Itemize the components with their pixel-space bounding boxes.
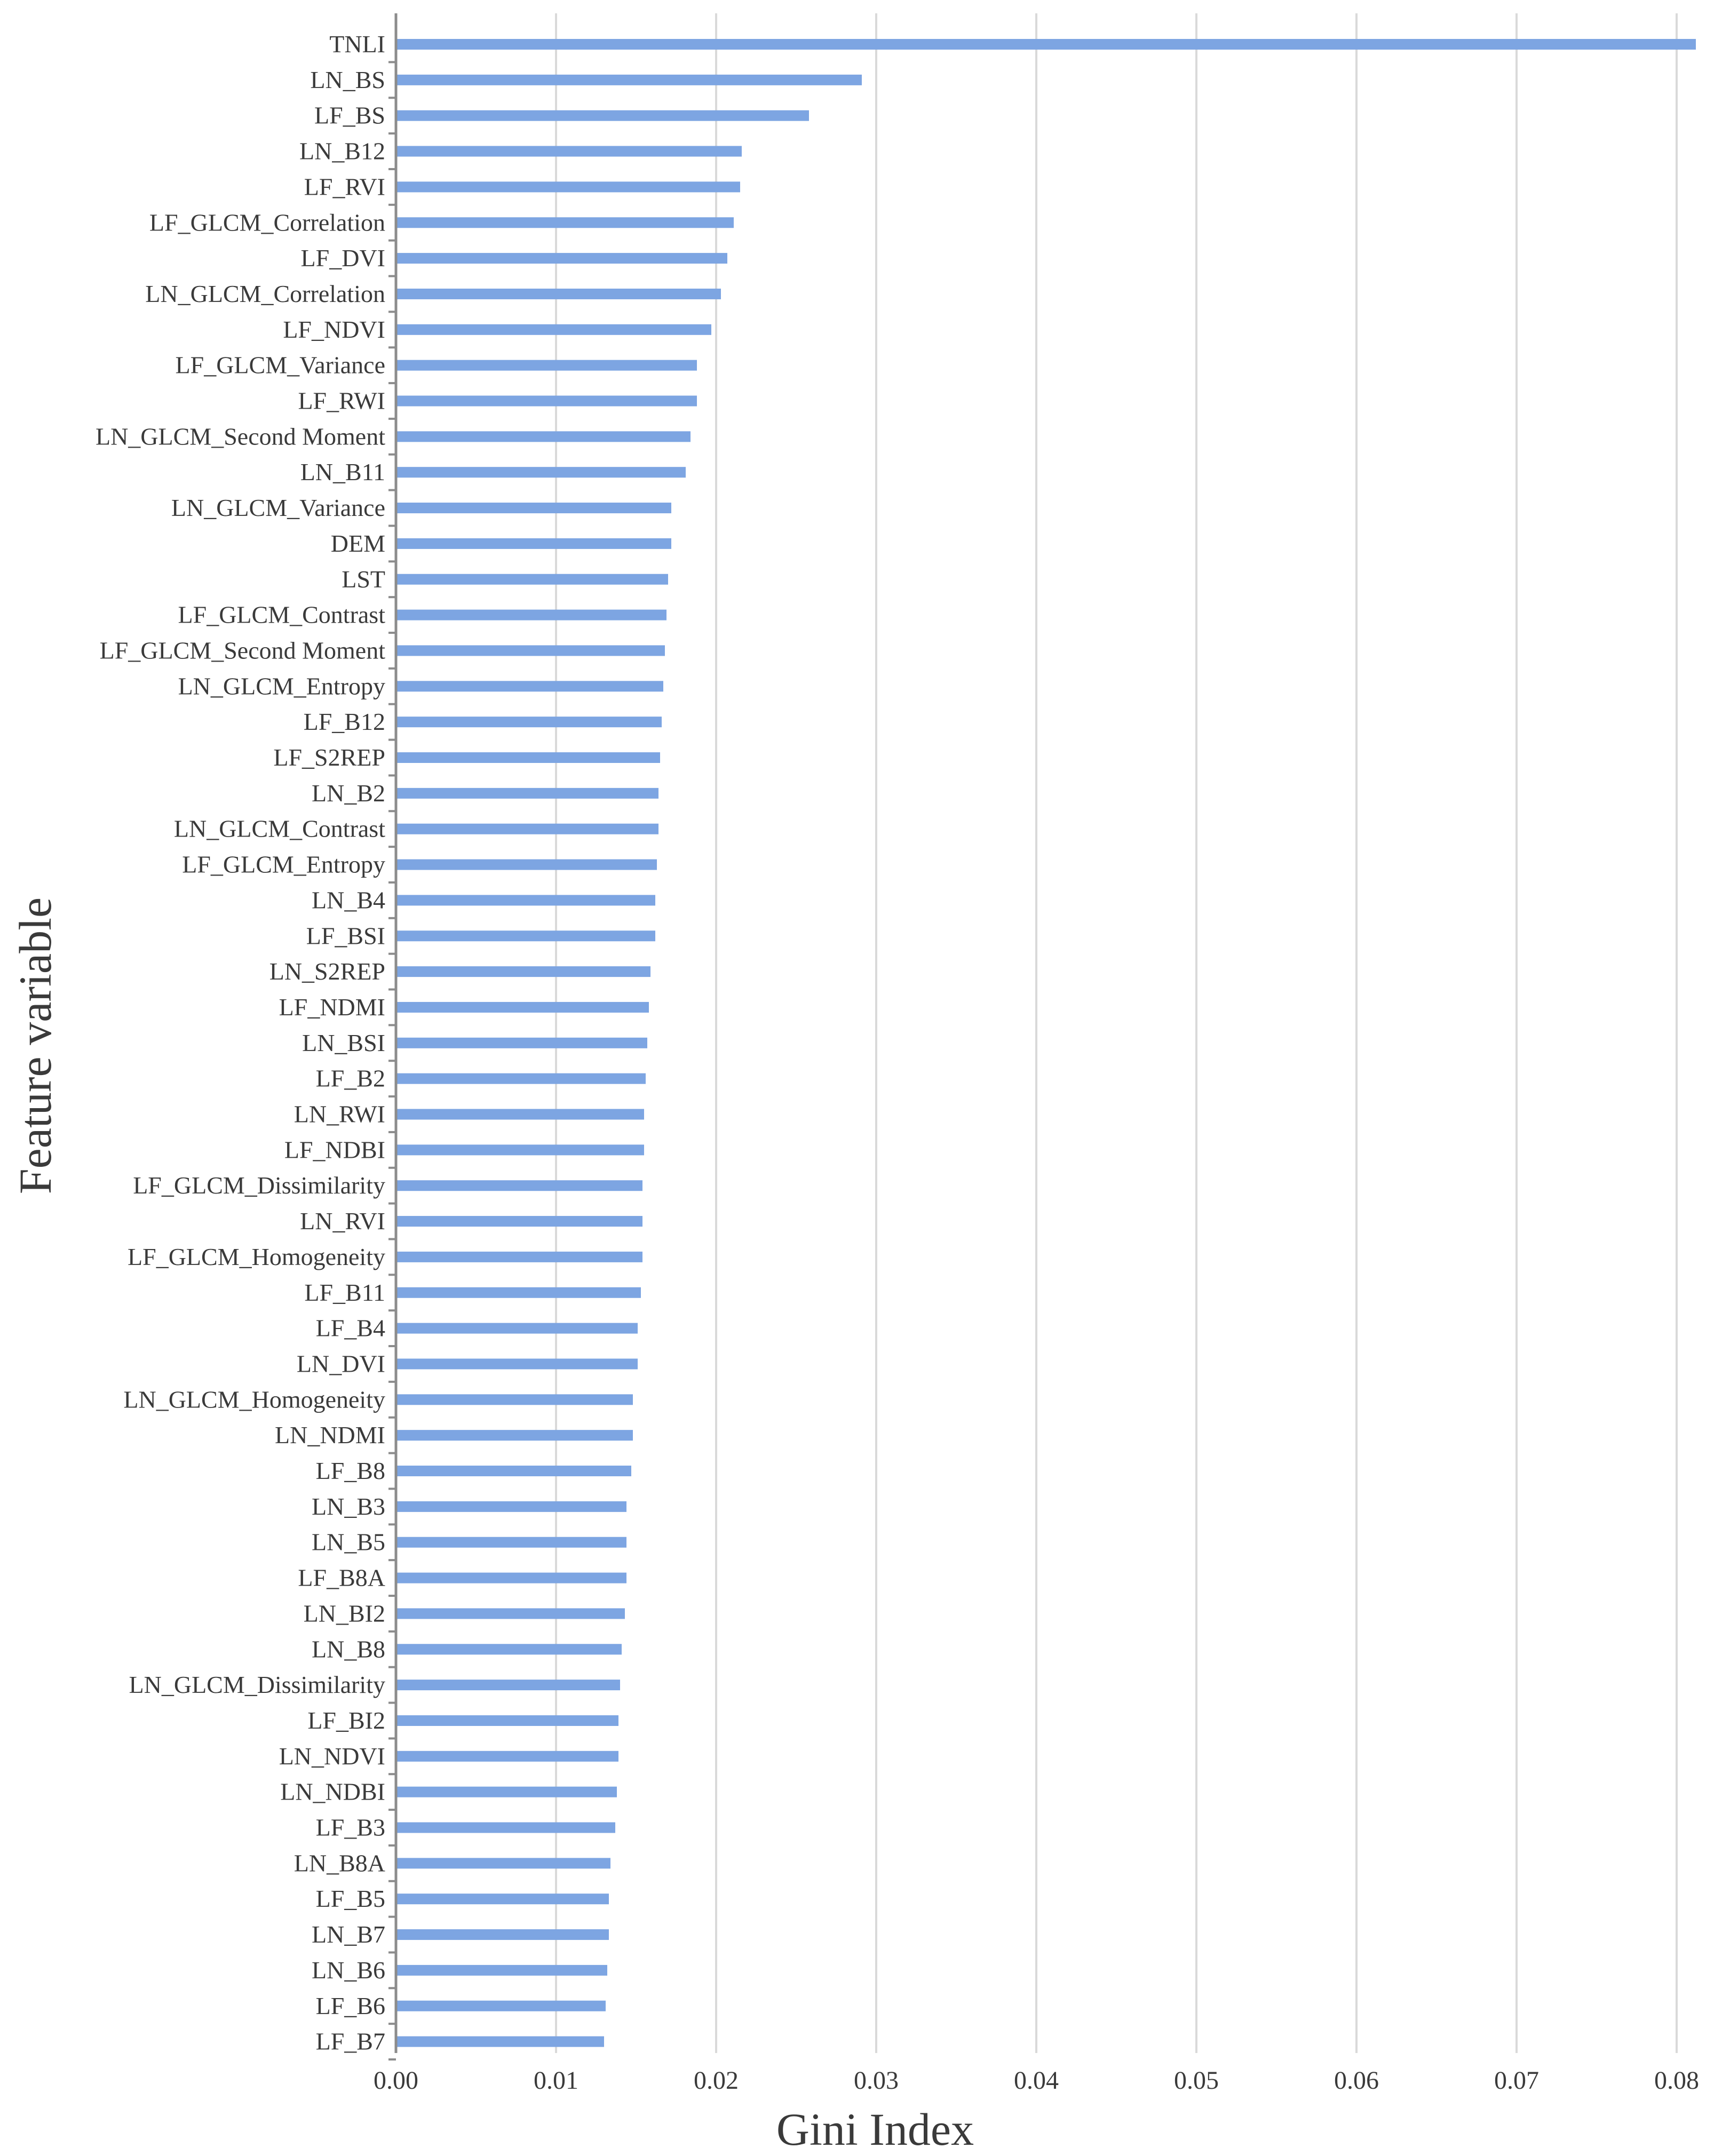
category-label: DEM xyxy=(330,529,385,557)
x-tick-label: 0.05 xyxy=(1174,2066,1219,2095)
bar xyxy=(396,1608,625,1619)
bar xyxy=(396,1644,622,1654)
bar xyxy=(396,39,1696,50)
category-label: LF_RVI xyxy=(304,173,385,201)
category-label: LN_GLCM_Dissimilarity xyxy=(129,1671,385,1699)
category-label: LN_GLCM_Entropy xyxy=(178,672,385,700)
category-label: LN_GLCM_Correlation xyxy=(145,280,385,307)
bar xyxy=(396,467,686,478)
x-tick-labels xyxy=(374,2066,1699,2095)
bar xyxy=(396,788,658,799)
bar xyxy=(396,1038,647,1048)
bar xyxy=(396,360,697,371)
category-label: LN_NDVI xyxy=(279,1742,385,1770)
category-label: LN_BSI xyxy=(302,1029,385,1056)
x-axis-title: Gini Index xyxy=(776,2104,974,2155)
category-label: LST xyxy=(342,565,385,593)
category-label: LF_B11 xyxy=(304,1278,385,1306)
category-label: LF_B6 xyxy=(315,1992,385,2019)
bar xyxy=(396,1109,644,1120)
y-axis-title: Feature variable xyxy=(10,897,61,1195)
bar xyxy=(396,75,862,85)
category-label: LN_BS xyxy=(310,66,385,93)
x-tick-label: 0.07 xyxy=(1494,2066,1539,2095)
bar xyxy=(396,824,658,834)
bar xyxy=(396,1858,610,1868)
bar xyxy=(396,538,671,549)
category-label: LF_B8A xyxy=(298,1564,385,1592)
category-label: LF_GLCM_Entropy xyxy=(182,850,385,878)
bar xyxy=(396,1144,644,1155)
bar xyxy=(396,253,727,264)
bar xyxy=(396,181,740,192)
bar xyxy=(396,681,663,691)
category-label: LF_B7 xyxy=(315,2027,385,2055)
category-label: LN_S2REP xyxy=(269,958,385,985)
bar xyxy=(396,289,721,299)
category-label: LN_B8 xyxy=(312,1635,385,1663)
bar xyxy=(396,1216,642,1227)
bar xyxy=(396,1287,641,1298)
category-label: LF_NDVI xyxy=(283,315,385,343)
category-label: TNLI xyxy=(329,30,385,58)
bars xyxy=(396,39,1696,2047)
bar xyxy=(396,217,734,228)
bar xyxy=(396,1787,617,1797)
bar xyxy=(396,1466,631,1476)
category-label: LF_RWI xyxy=(298,387,385,415)
bar xyxy=(396,645,665,656)
category-label: LN_GLCM_Variance xyxy=(171,494,385,522)
bar xyxy=(396,1358,638,1369)
category-label: LF_GLCM_Variance xyxy=(175,351,385,379)
category-label: LN_NDBI xyxy=(280,1778,385,1805)
bar xyxy=(396,574,668,585)
bar xyxy=(396,1965,607,1976)
category-label: LF_B2 xyxy=(315,1064,385,1092)
category-label: LF_DVI xyxy=(300,244,385,272)
category-label: LN_B3 xyxy=(312,1492,385,1520)
bar xyxy=(396,1180,642,1191)
category-label: LN_B5 xyxy=(312,1528,385,1556)
category-label: LF_B8 xyxy=(315,1457,385,1484)
category-label: LF_NDMI xyxy=(279,993,385,1021)
x-tick-label: 0.01 xyxy=(534,2066,578,2095)
bar xyxy=(396,717,662,727)
bar xyxy=(396,1894,609,1904)
category-label: LF_GLCM_Homogeneity xyxy=(128,1243,385,1270)
x-tick-label: 0.06 xyxy=(1334,2066,1379,2095)
category-label: LN_RVI xyxy=(300,1207,385,1235)
category-label: LF_B3 xyxy=(315,1813,385,1841)
bar xyxy=(396,146,742,157)
bar xyxy=(396,1002,649,1013)
category-label: LN_B6 xyxy=(312,1956,385,1984)
category-label: LF_B12 xyxy=(303,708,385,736)
category-label: LN_B12 xyxy=(299,137,385,165)
bar xyxy=(396,2001,606,2011)
category-label: LF_S2REP xyxy=(273,744,385,771)
bar xyxy=(396,1680,620,1690)
bar xyxy=(396,966,650,977)
category-label: LN_B4 xyxy=(312,886,385,914)
category-label: LF_NDBI xyxy=(284,1136,385,1164)
bar xyxy=(396,1751,618,1762)
category-label: LN_RWI xyxy=(293,1100,385,1128)
bar xyxy=(396,895,655,905)
category-label: LF_GLCM_Contrast xyxy=(178,601,385,628)
category-label: LN_B7 xyxy=(312,1921,385,1948)
bar xyxy=(396,1394,633,1405)
category-label: LF_BI2 xyxy=(307,1706,385,1734)
category-label: LF_GLCM_Second Moment xyxy=(99,637,385,664)
x-tick-label: 0.04 xyxy=(1014,2066,1059,2095)
x-tick-label: 0.00 xyxy=(374,2066,418,2095)
category-label: LN_DVI xyxy=(296,1350,385,1378)
axes xyxy=(388,13,396,2059)
bar xyxy=(396,1323,638,1334)
x-tick-label: 0.02 xyxy=(694,2066,739,2095)
category-label: LN_GLCM_Second Moment xyxy=(95,423,385,450)
bar xyxy=(396,324,711,335)
bar xyxy=(396,1430,633,1441)
bar xyxy=(396,1073,646,1084)
bar xyxy=(396,503,671,513)
bar xyxy=(396,1573,626,1584)
bar xyxy=(396,610,666,620)
category-label: LN_B8A xyxy=(293,1849,385,1877)
gridlines xyxy=(556,13,1677,2053)
category-label: LN_BI2 xyxy=(303,1600,385,1627)
bar xyxy=(396,1929,609,1940)
category-label: LF_B5 xyxy=(315,1885,385,1913)
category-label: LN_NDMI xyxy=(275,1421,385,1449)
bar xyxy=(396,1501,626,1512)
bar xyxy=(396,1715,618,1726)
category-label: LN_GLCM_Homogeneity xyxy=(123,1386,385,1413)
bar xyxy=(396,396,697,407)
category-label: LN_GLCM_Contrast xyxy=(173,815,385,842)
bar xyxy=(396,860,657,870)
category-labels xyxy=(96,30,385,2055)
bar xyxy=(396,431,691,442)
category-label: LF_BS xyxy=(314,101,385,129)
category-label: LN_B2 xyxy=(312,779,385,807)
bar xyxy=(396,752,660,763)
bar xyxy=(396,930,655,941)
category-label: LF_BSI xyxy=(306,922,385,950)
bar xyxy=(396,1537,626,1548)
category-label: LF_GLCM_Correlation xyxy=(149,209,385,236)
bar xyxy=(396,1823,615,1833)
bar xyxy=(396,1252,642,1262)
bar xyxy=(396,2036,604,2047)
category-label: LN_B11 xyxy=(300,458,385,486)
x-tick-label: 0.08 xyxy=(1654,2066,1699,2095)
category-label: LF_B4 xyxy=(315,1314,385,1342)
x-tick-label: 0.03 xyxy=(854,2066,899,2095)
category-label: LF_GLCM_Dissimilarity xyxy=(133,1172,385,1199)
bar xyxy=(396,110,809,121)
